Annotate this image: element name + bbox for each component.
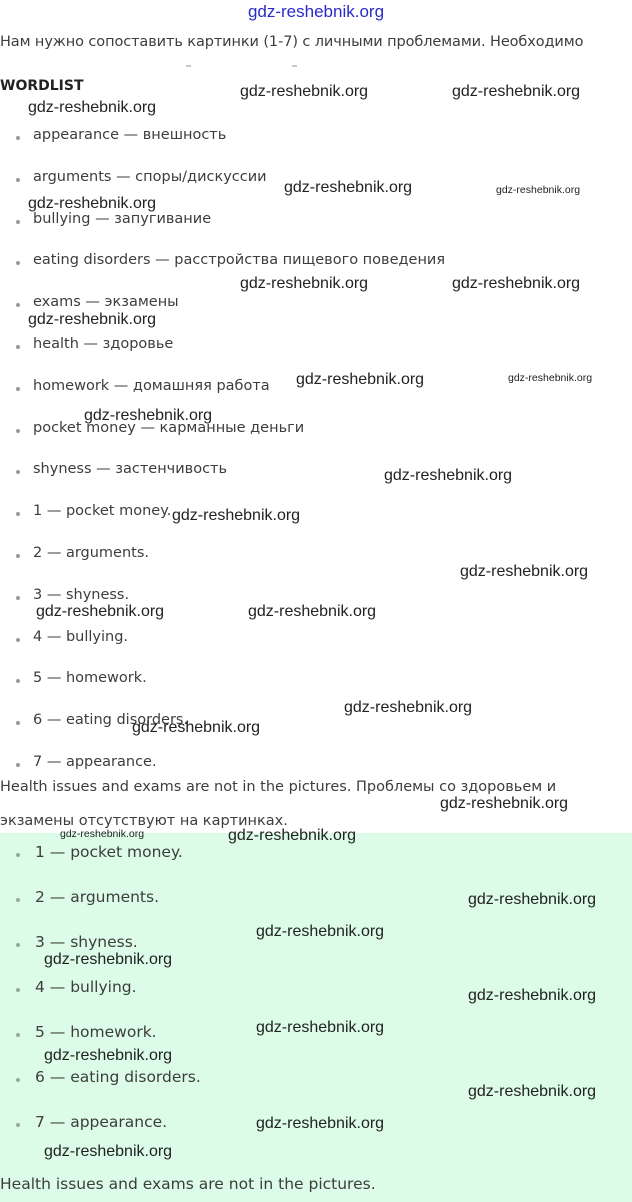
bullet-icon [16,261,20,265]
bullet-icon [16,345,20,349]
list-item-text: 7 — appearance. [33,753,157,770]
list-item-text: exams — экзамены [33,294,179,311]
watermark: gdz-reshebnik.org [44,1047,173,1064]
bullet-icon [16,853,20,857]
divider-tick [186,65,191,67]
list-item [0,712,632,754]
bullet-icon [16,387,20,391]
watermark: gdz-reshebnik.org [44,1143,173,1160]
watermark: gdz-reshebnik.org [256,1115,385,1132]
bullet-icon [16,303,20,307]
bullet-icon [16,943,20,947]
answer-text: 2 — arguments. [35,888,160,906]
wordlist [0,127,632,796]
watermark: gdz-reshebnik.org [44,951,173,968]
watermark: gdz-reshebnik.org [496,184,581,196]
list-item-text: 1 — pocket money. [33,503,172,520]
bullet-icon [16,554,20,558]
list-item [0,211,632,253]
watermark: gdz-reshebnik.org [440,795,569,812]
bullet-icon [16,679,20,683]
watermark: gdz-reshebnik.org [132,719,261,736]
watermark: gdz-reshebnik.org [84,407,213,424]
watermark: gdz-reshebnik.org [468,1083,597,1100]
bullet-icon [16,988,20,992]
watermark: gdz-reshebnik.org [256,923,385,940]
bullet-icon [16,1033,20,1037]
watermark: gdz-reshebnik.org [452,275,581,292]
bullet-icon [16,470,20,474]
answer-text: 5 — homework. [35,1023,157,1041]
answer-text: 3 — shyness. [35,933,138,951]
bullet-icon [16,1078,20,1082]
watermark: gdz-reshebnik.org [240,83,369,100]
bullet-icon [16,429,20,433]
list-item-text: arguments — споры/дискуссии [33,168,267,185]
watermark: gdz-reshebnik.org [284,179,413,196]
list-item-text: 2 — arguments. [33,544,150,561]
watermark: gdz-reshebnik.org [344,699,473,716]
list-item-text: 3 — shyness. [33,586,130,603]
watermark: gdz-reshebnik.org [460,563,589,580]
watermark: gdz-reshebnik.org [28,311,157,328]
watermark: gdz-reshebnik.org [452,83,581,100]
bullet-icon [16,763,20,767]
watermark: gdz-reshebnik.org [228,827,357,844]
watermark: gdz-reshebnik.org [296,371,425,388]
answer-text: 1 — pocket money. [35,843,183,861]
list-item-text: pocket money — карманные деньги [33,419,305,436]
list-item-text: homework — домашняя работа [33,377,270,394]
bullet-icon [16,178,20,182]
bullet-icon [16,638,20,642]
list-item-text: eating disorders — расстройства пищевого поведения [33,252,446,269]
list-item-text: shyness — застенчивость [33,461,228,478]
watermark: gdz-reshebnik.org [36,603,165,620]
list-item-text: 4 — bullying. [33,628,129,645]
wordlist-heading: WORDLIST [0,78,84,94]
intro-divider [0,65,632,69]
list-item [0,843,632,888]
bullet-icon [16,898,20,902]
bullet-icon [16,512,20,516]
list-item-text: 6 — eating disorders. [33,712,189,729]
watermark: gdz-reshebnik.org [60,828,145,840]
watermark: gdz-reshebnik.org [28,99,157,116]
bullet-icon [16,136,20,140]
bullet-icon [16,596,20,600]
bullet-icon [16,721,20,725]
watermark: gdz-reshebnik.org [248,603,377,620]
watermark: gdz-reshebnik.org [256,1019,385,1036]
list-item [0,670,632,712]
site-header-link[interactable]: gdz-reshebnik.org [247,2,385,21]
list-item [0,420,632,462]
answer-text: 4 — bullying. [35,978,137,996]
divider-tick [292,65,297,67]
note-ru: Health issues and exams are not in the pictures. Проблемы со здоровьем и экзамены отсутствуют на картинках. [0,779,557,829]
note-en: Health issues and exams are not in the pictures. [0,1175,376,1193]
intro-text: Нам нужно сопоставить картинки (1-7) с личными проблемами. Необходимо [0,34,584,50]
watermark: gdz-reshebnik.org [28,195,157,212]
list-item [0,503,632,545]
list-item [0,127,632,169]
watermark: gdz-reshebnik.org [468,891,597,908]
answer-text: 7 — appearance. [35,1113,168,1131]
watermark: gdz-reshebnik.org [384,467,513,484]
bullet-icon [16,1123,20,1127]
list-item-text: 5 — homework. [33,670,147,687]
list-item [0,461,632,503]
list-item-text: bullying — запугивание [33,210,212,227]
watermark: gdz-reshebnik.org [172,507,301,524]
answer-text: 6 — eating disorders. [35,1068,201,1086]
list-item-text: health — здоровье [33,335,174,352]
bullet-icon [16,220,20,224]
list-item [0,629,632,671]
watermark: gdz-reshebnik.org [468,987,597,1004]
watermark: gdz-reshebnik.org [240,275,369,292]
list-item-text: appearance — внешность [33,127,227,143]
watermark: gdz-reshebnik.org [508,372,593,384]
